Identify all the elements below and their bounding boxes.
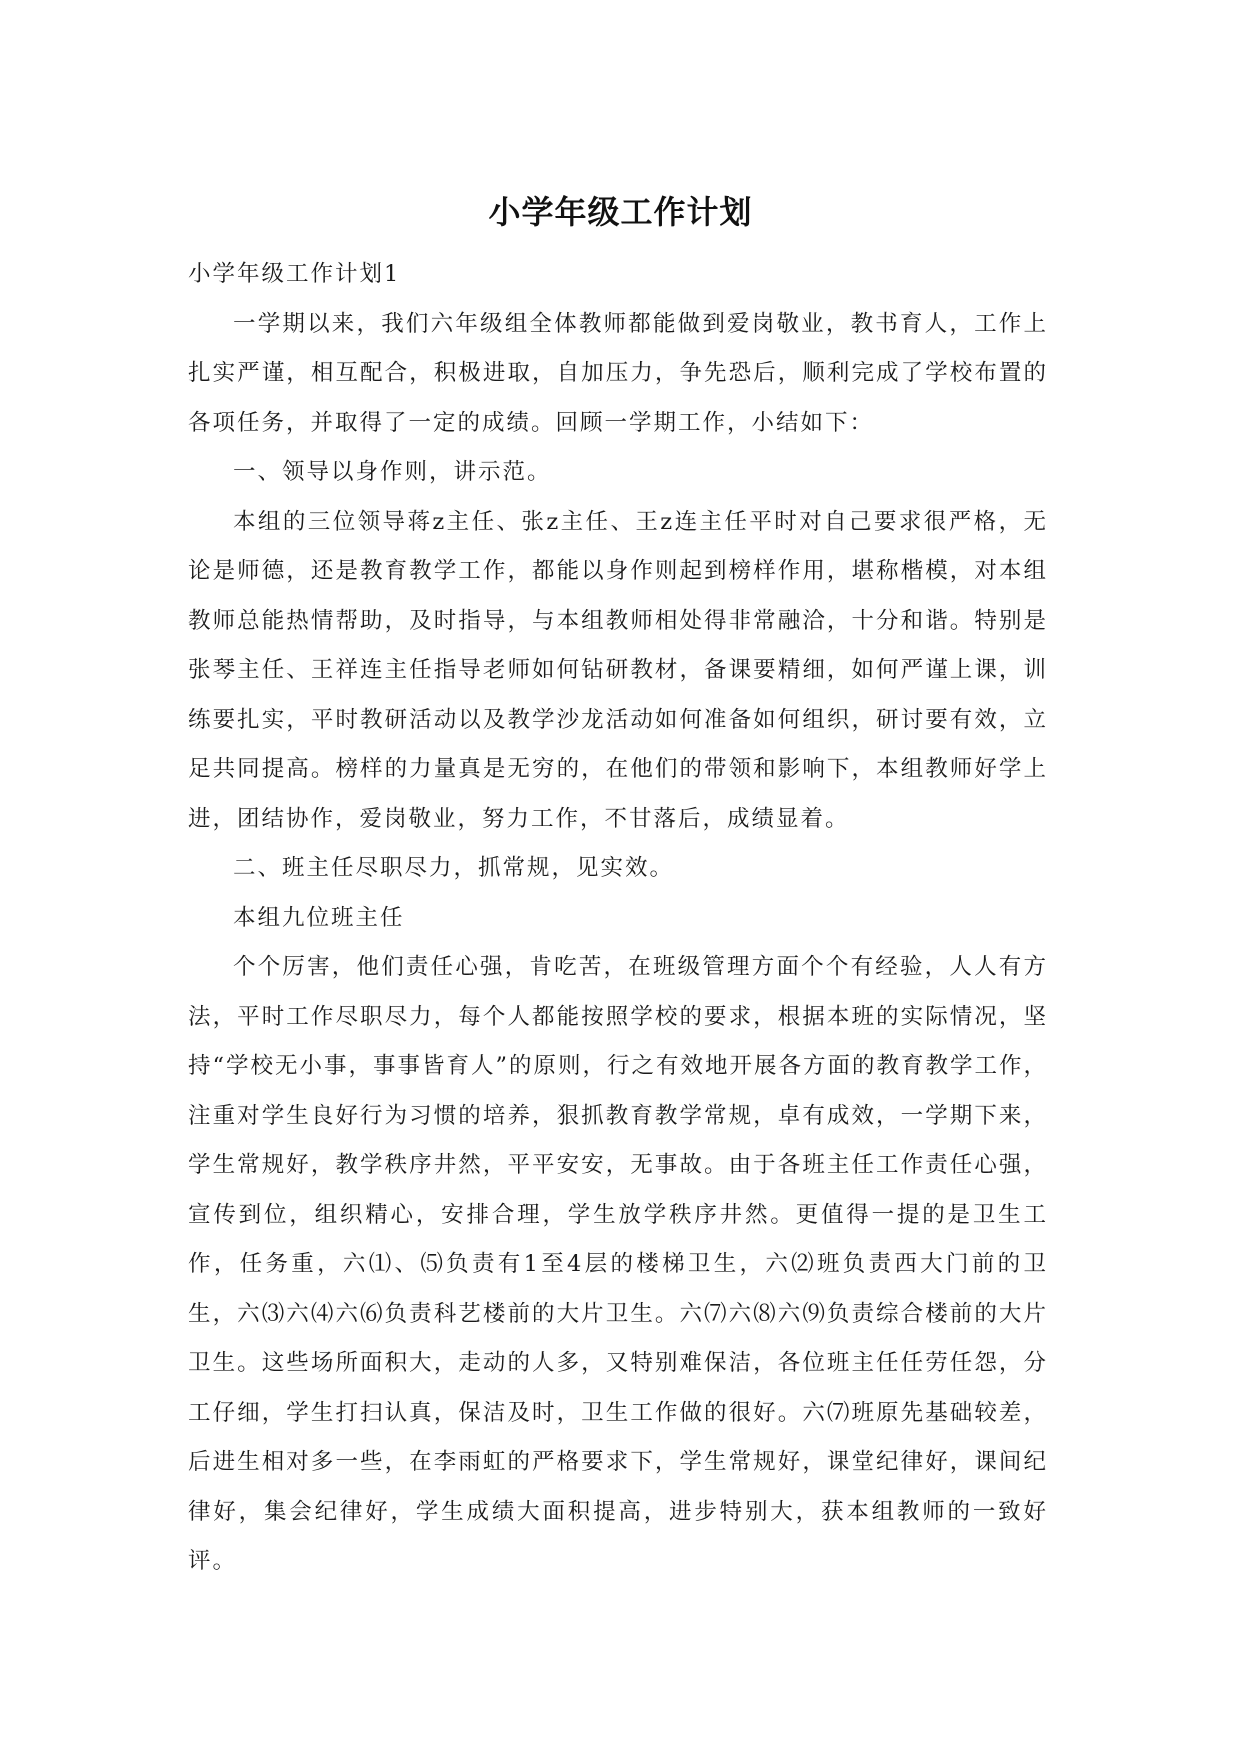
heading-leadership: 一、领导以身作则，讲示范。	[233, 459, 552, 485]
document-title: 小学年级工作计划	[488, 193, 753, 231]
paragraph-class-teachers-lead: 本组九位班主任	[233, 904, 405, 931]
paragraph-leadership: 本组的三位领导蒋z主任、张z主任、王z连主任平时对自己要求很严格，无论是师德，还是教育教学工作，都能以身作则起到榜样作用，堪称楷模，对本组教师总能热情帮助，及时指导，与本组教师相处得非常融洽，十分和谐。特别是张琴主任、王祥连主任指导老师如何钻研教材，备课要精细，如何严谨上课，训练要扎实，平时教研活动以及教学沙龙活动如何准备如何组织，研讨要有效，立足共同提高。榜样的力量真是无穷的，在他们的带领和影响下，本组教师好学上进，团结协作，爱岗敬业，努力工作，不甘落后，成绩显着。	[188, 508, 1048, 832]
paragraph-intro: 一学期以来，我们六年级组全体教师都能做到爱岗敬业，教书育人，工作上扎实严谨，相互配合，积极进取，自加压力，争先恐后，顺利完成了学校布置的各项任务，并取得了一定的成绩。回顾一学期工作，小结如下：	[188, 310, 1048, 436]
section-heading: 小学年级工作计划1	[188, 261, 401, 287]
heading-class-teachers: 二、班主任尽职尽力，抓常规，见实效。	[233, 855, 675, 881]
paragraph-class-teachers: 个个厉害，他们责任心强，肯吃苦，在班级管理方面个个有经验，人人有方法，平时工作尽职尽力，每个人都能按照学校的要求，根据本班的实际情况，坚持“学校无小事，事事皆育人”的原则，行之有效地开展各方面的教育教学工作，注重对学生良好行为习惯的培养，狠抓教育教学常规，卓有成效，一学期下来，学生常规好，教学秩序井然，平平安安，无事故。由于各班主任工作责任心强，宣传到位，组织精心，安排合理，学生放学秩序井然。更值得一提的是卫生工作，任务重，六⑴、⑸负责有1至4层的楼梯卫生，六⑵班负责西大门前的卫生，六⑶六⑷六⑹负责科艺楼前的大片卫生。六⑺六⑻六⑼负责综合楼前的大片卫生。这些场所面积大，走动的人多，又特别难保洁，各位班主任任劳任怨，分工仔细，学生打扫认真，保洁及时，卫生工作做的很好。六⑺班原先基础较差，后进生相对多一些，在李雨虹的严格要求下，学生常规好，课堂纪律好，课间纪律好，集会纪律好，学生成绩大面积提高，进步特别大，获本组教师的一致好评。	[188, 954, 1049, 1574]
document-body	[188, 250, 1048, 1587]
